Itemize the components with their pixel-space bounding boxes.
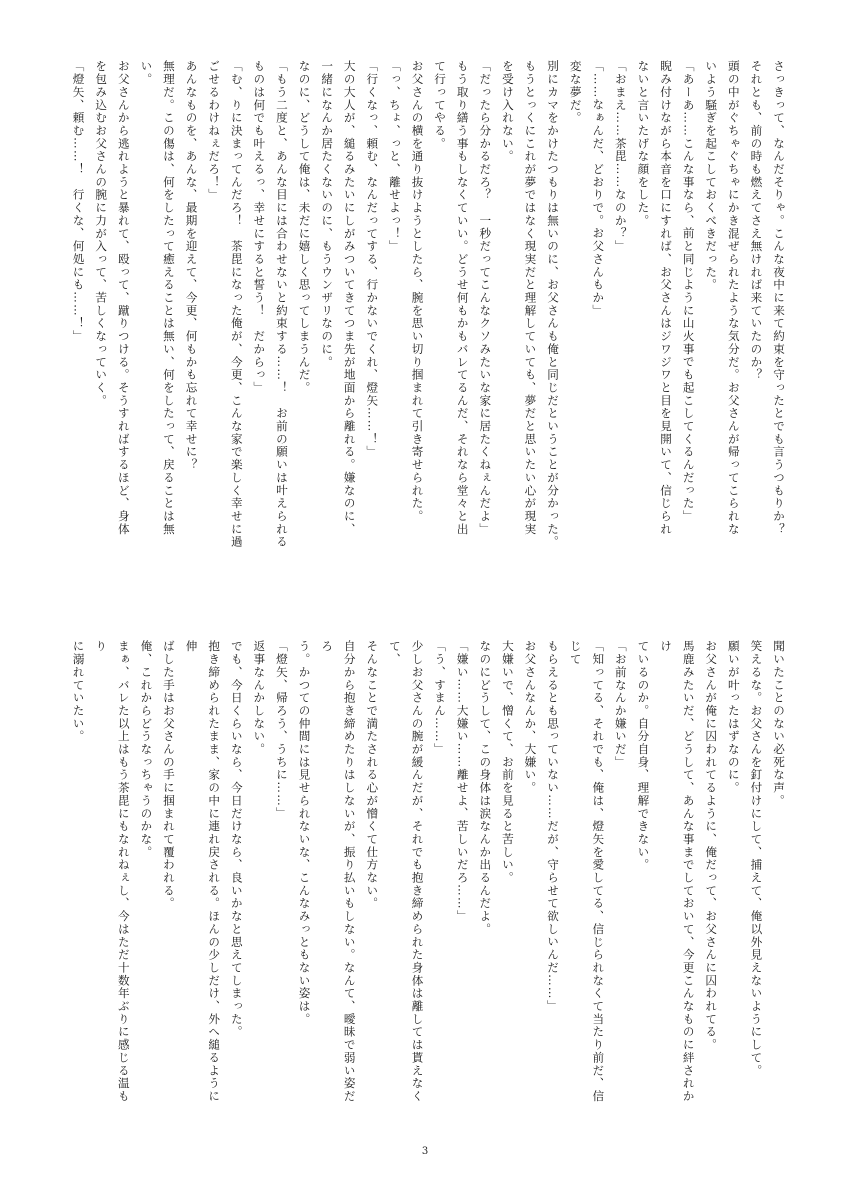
lower-text-block bbox=[60, 640, 790, 1112]
upper-text-block bbox=[60, 60, 790, 562]
text-line: 自分から抱き締めたりはしないが、振り払いもしない。なんて、曖昧で弱い姿だろ bbox=[320, 640, 357, 1103]
text-line: 「行くなっ、頼む、なんだってする、行かないでくれ、燈矢……！」 bbox=[365, 60, 380, 459]
text-line: なのに、どうして俺は、未だに嬉しく思ってしまうんだ。 bbox=[297, 60, 312, 395]
text-line: 「おまえ……茶毘……なのか？」 bbox=[613, 60, 628, 253]
text-line: なのにどうして、この身体は涙なんか出るんだよ。 bbox=[478, 640, 493, 936]
text-line: 「お前なんか嫌いだ」 bbox=[613, 640, 628, 769]
text-line: 「燈矢、頼む……！ 行くな、何処にも……！」 bbox=[71, 60, 86, 343]
text-line: を受け入れない。 bbox=[500, 60, 515, 163]
text-line: 「う、すまん……」 bbox=[433, 640, 448, 756]
text-line: 聞いたことのない必死な声。 bbox=[772, 640, 786, 808]
text-line: ないと言いたげな顔をした。 bbox=[636, 60, 651, 228]
text-line: 変な夢だ。 bbox=[568, 60, 583, 125]
text-line: 「……なぁんだ、どおりで。お父さんもか」 bbox=[591, 60, 606, 317]
text-line: お父さんから逃れようと暴れて、殴って、蹴りつける。そうすればするほど、身体 bbox=[116, 60, 131, 536]
text-line: 「知ってる、それでも、俺は、燈矢を愛してる、信じられなくて当たり前だ、信じて bbox=[568, 640, 606, 1103]
text-line: もうとっくにこれが夢ではなく現実だと理解していても、夢だと思いたい心が現実 bbox=[523, 60, 538, 536]
text-line: 俺、これからどうなっちゃうのかな。 bbox=[139, 640, 154, 859]
text-line: いよう騒ぎを起こしておくべきだった。 bbox=[704, 60, 719, 292]
text-line: あんなものを、あんな、最期を迎えて、今更、何もかも忘れて幸せに？ bbox=[184, 60, 199, 472]
text-line: 「む、りに決まってんだろ！ 茶毘になった俺が、今更、こんな家で楽しく幸せに過 bbox=[229, 60, 244, 549]
text-line: 一緒になんか居たくないのに、もうウンザリなのに。 bbox=[320, 60, 335, 369]
text-line: 睨み付けながら本音を口にすれば、お父さんはジワジワと目を見開いて、信じられ bbox=[659, 60, 674, 536]
text-line: まぁ、バレた以上はもう茶毘にもなれねぇし、今はただ十数年ぶりに感じる温もり bbox=[94, 640, 131, 1103]
text-line: に溺れていたい。 bbox=[71, 640, 86, 743]
text-line: 抱き締められたまま、家の中に連れ戻される。ほんの少しだけ、外へ縋るように伸 bbox=[184, 640, 222, 1103]
text-line: 馬鹿みたいだ、どうして、あんな事までしておいて、今更こんなものに絆されかけ bbox=[659, 640, 696, 1103]
text-line: 願いが叶ったはずなのに。 bbox=[726, 640, 741, 795]
text-line: 少しお父さんの腕が緩んだが、それでも抱き締められた身体は離しては貰えなくて、 bbox=[387, 640, 425, 1103]
text-line: ているのか。自分自身、理解できない。 bbox=[636, 640, 651, 872]
text-line: それとも、前の時も燃えてさえ無ければ来ていたのか？ bbox=[749, 60, 764, 382]
text-line: もう取り繕う事もしなくていい。どうせ何もかもバレてるんだ、それなら堂々と出 bbox=[455, 60, 470, 536]
text-line: う。かつての仲間には見せられないな、こんなみっともない姿は。 bbox=[297, 640, 312, 1026]
text-line: ごせるわけねぇだろ！」 bbox=[207, 60, 222, 202]
text-line: 「燈矢、帰ろう、うちに……」 bbox=[274, 640, 289, 820]
text-line: ものは何でも叶えるっ、幸せにすると誓う！ だからっ」 bbox=[252, 60, 267, 395]
text-line: 「もう二度と、あんな目には合わせないと約束する……！ お前の願いは叶えられる bbox=[274, 60, 289, 549]
text-line: さっきって、なんだそりゃ。こんな夜中に来て約束を守ったとでも言うつもりか？ bbox=[772, 60, 786, 536]
text-line: 別にカマをかけたつもりは無いのに、お父さんも俺と同じだということが分かった。 bbox=[546, 60, 561, 549]
text-line: 大の大人が、縋るみたいにしがみついてきてつま先が地面から離れる。嫌なのに、 bbox=[342, 60, 357, 536]
text-line: 「だったら分かるだろ？ 一秒だってこんなクソみたいな家に居たくねぇんだよ」 bbox=[478, 60, 493, 536]
text-line: ばした手はお父さんの手に掴まれて覆われる。 bbox=[161, 640, 176, 910]
text-line: お父さんの横を通り抜けようとしたら、腕を思い切り掴まれて引き寄せられた。 bbox=[410, 60, 425, 523]
text-line: 笑えるな。お父さんを釘付けにして、捕えて、俺以外見えないようにして。 bbox=[749, 640, 764, 1077]
text-line: て行ってやる。 bbox=[433, 60, 448, 150]
page-number: 3 bbox=[421, 1146, 429, 1157]
text-line: 「っ、ちょ、っと、離せよっ！」 bbox=[387, 60, 402, 253]
text-line: 返事なんかしない。 bbox=[252, 640, 267, 756]
text-line: お父さんなんか、大嫌い。 bbox=[523, 640, 538, 795]
text-line: 大嫌いで、憎くて、お前を見ると苦しい。 bbox=[500, 640, 515, 885]
text-line: もらえるとも思っていない……だが、守らせて欲しいんだ……」 bbox=[546, 640, 561, 1013]
text-line: そんなことで満たされる心が憎くて仕方ない。 bbox=[365, 640, 380, 910]
text-line: でも、今日くらいなら、今日だけなら、良いかなと思えてしまった。 bbox=[229, 640, 244, 1039]
text-line: お父さんが俺に囚われてるように、俺だって、お父さんに囚われてる。 bbox=[704, 640, 719, 1052]
text-line: を包み込むお父さんの腕に力が入って、苦しくなっていく。 bbox=[94, 60, 109, 407]
text-line: 頭の中がぐちゃぐちゃにかき混ぜられたような気分だ。お父さんが帰ってこられな bbox=[726, 60, 741, 536]
text-line: 無理だ。この傷は、何をしたって癒えることは無い、何をしたって、戻ることは無 bbox=[161, 60, 176, 536]
text-line: い。 bbox=[139, 60, 154, 86]
text-line: 「嫌い……大嫌い……離せよ、苦しいだろ……」 bbox=[455, 640, 470, 923]
text-line: 「あーあ……こんな事なら、前と同じように山火事でも起こしてくるんだった」 bbox=[681, 60, 696, 523]
